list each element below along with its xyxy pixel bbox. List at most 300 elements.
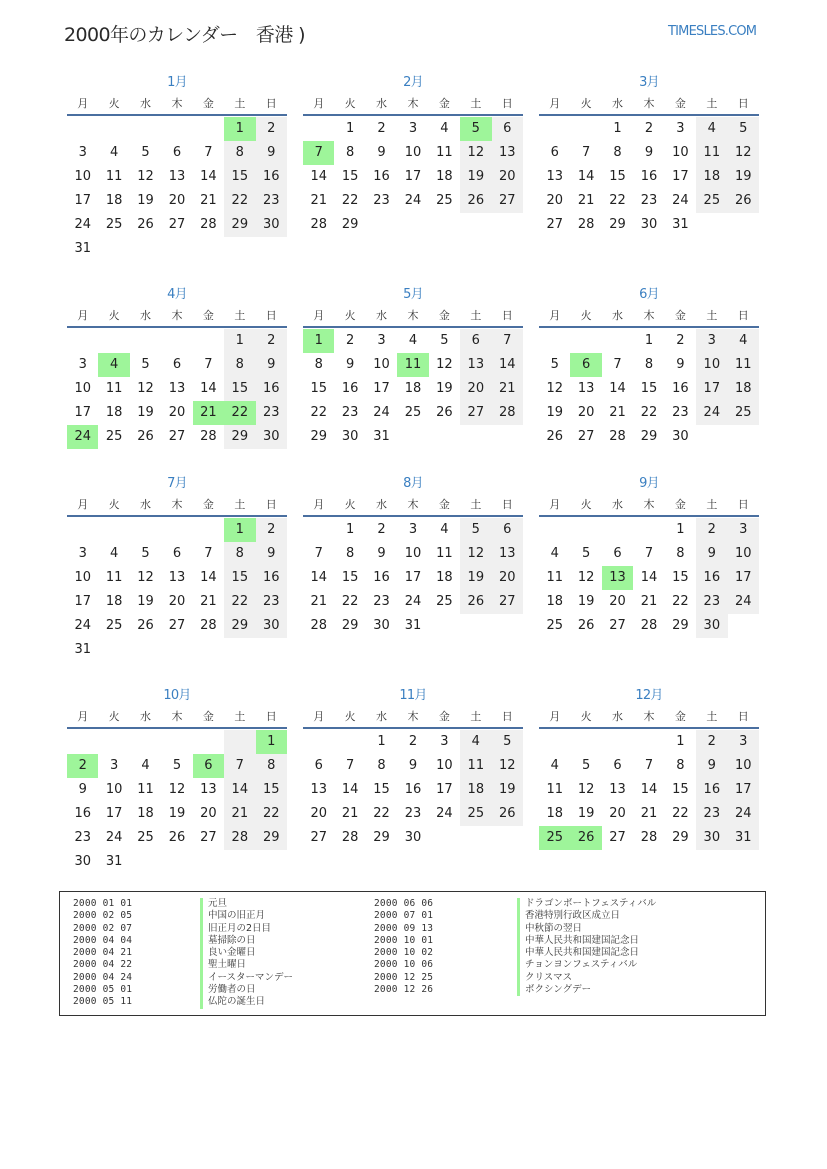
day-cell[interactable]: 26: [546, 429, 563, 444]
day-cell[interactable]: 8: [256, 754, 287, 778]
day-cell[interactable]: 23: [672, 405, 689, 420]
day-cell[interactable]: 7: [613, 357, 622, 372]
day-cell[interactable]: 29: [373, 830, 390, 845]
day-cell[interactable]: 25: [105, 618, 123, 633]
day-cell[interactable]: 28: [200, 217, 217, 232]
day-cell[interactable]: 28: [200, 429, 217, 444]
holiday-day-cell[interactable]: 1: [256, 730, 287, 754]
day-cell[interactable]: 4: [440, 121, 449, 136]
day-cell[interactable]: 31: [404, 618, 422, 633]
day-cell[interactable]: 17: [105, 806, 123, 821]
day-cell[interactable]: 25: [436, 594, 453, 609]
site-brand[interactable]: TIMESLES.COM: [668, 24, 757, 39]
day-cell[interactable]: 31: [105, 854, 123, 869]
day-cell[interactable]: 27: [492, 189, 523, 213]
day-cell[interactable]: 9: [644, 145, 654, 160]
day-cell[interactable]: 9: [256, 141, 287, 165]
day-cell[interactable]: 22: [224, 189, 255, 213]
holiday-day-cell[interactable]: 2: [67, 754, 98, 778]
day-cell[interactable]: 25: [105, 217, 123, 232]
day-cell[interactable]: 21: [609, 405, 626, 420]
day-cell[interactable]: 8: [345, 546, 355, 561]
day-cell[interactable]: 27: [460, 401, 491, 425]
day-cell[interactable]: 5: [581, 546, 591, 561]
day-cell[interactable]: 13: [546, 169, 563, 184]
day-cell[interactable]: 5: [141, 145, 150, 160]
day-cell[interactable]: 30: [256, 425, 287, 449]
day-cell[interactable]: 7: [345, 758, 355, 773]
holiday-day-cell[interactable]: 21: [193, 401, 224, 425]
day-cell[interactable]: 23: [341, 405, 359, 420]
day-cell[interactable]: 18: [546, 594, 563, 609]
day-cell[interactable]: 31: [672, 217, 689, 232]
day-cell[interactable]: 20: [168, 405, 186, 420]
day-cell[interactable]: 23: [373, 193, 390, 208]
day-cell[interactable]: 30: [256, 614, 287, 638]
day-cell[interactable]: 29: [672, 830, 689, 845]
day-cell[interactable]: 11: [105, 570, 123, 585]
day-cell[interactable]: 25: [404, 405, 422, 420]
day-cell[interactable]: 27: [168, 429, 186, 444]
day-cell[interactable]: 7: [581, 145, 591, 160]
day-cell[interactable]: 8: [345, 145, 355, 160]
day-cell[interactable]: 24: [436, 806, 453, 821]
day-cell[interactable]: 14: [310, 570, 327, 585]
day-cell[interactable]: 4: [728, 329, 759, 353]
day-cell[interactable]: 8: [676, 758, 685, 773]
day-cell[interactable]: 14: [609, 381, 626, 396]
day-cell[interactable]: 13: [168, 381, 186, 396]
day-cell[interactable]: 15: [224, 165, 255, 189]
day-cell[interactable]: 10: [74, 570, 91, 585]
day-cell[interactable]: 10: [728, 754, 759, 778]
day-cell[interactable]: 24: [672, 193, 689, 208]
day-cell[interactable]: 12: [137, 570, 154, 585]
day-cell[interactable]: 27: [168, 618, 186, 633]
day-cell[interactable]: 28: [609, 429, 626, 444]
day-cell[interactable]: 21: [341, 806, 359, 821]
day-cell[interactable]: 4: [550, 546, 559, 561]
day-cell[interactable]: 22: [310, 405, 327, 420]
day-cell[interactable]: 9: [676, 357, 685, 372]
day-cell[interactable]: 29: [341, 217, 359, 232]
day-cell[interactable]: 15: [224, 566, 255, 590]
day-cell[interactable]: 9: [408, 758, 418, 773]
day-cell[interactable]: 15: [373, 782, 390, 797]
day-cell[interactable]: 20: [310, 806, 327, 821]
day-cell[interactable]: 15: [256, 778, 287, 802]
day-cell[interactable]: 11: [696, 141, 727, 165]
day-cell[interactable]: 5: [440, 333, 449, 348]
holiday-day-cell[interactable]: 4: [98, 353, 129, 377]
day-cell[interactable]: 1: [345, 121, 355, 136]
day-cell[interactable]: 26: [137, 217, 154, 232]
day-cell[interactable]: 12: [436, 357, 453, 372]
day-cell[interactable]: 19: [137, 193, 154, 208]
day-cell[interactable]: 10: [436, 758, 453, 773]
day-cell[interactable]: 24: [74, 618, 91, 633]
day-cell[interactable]: 22: [341, 594, 359, 609]
day-cell[interactable]: 25: [696, 189, 727, 213]
day-cell[interactable]: 22: [341, 193, 359, 208]
day-cell[interactable]: 30: [373, 618, 390, 633]
day-cell[interactable]: 11: [460, 754, 491, 778]
day-cell[interactable]: 20: [460, 377, 491, 401]
day-cell[interactable]: 9: [696, 754, 727, 778]
day-cell[interactable]: 23: [696, 802, 727, 826]
day-cell[interactable]: 9: [377, 546, 386, 561]
day-cell[interactable]: 27: [577, 429, 595, 444]
day-cell[interactable]: 2: [696, 518, 727, 542]
day-cell[interactable]: 21: [200, 193, 217, 208]
day-cell[interactable]: 11: [137, 782, 154, 797]
day-cell[interactable]: 28: [224, 826, 255, 850]
day-cell[interactable]: 15: [341, 169, 359, 184]
day-cell[interactable]: 12: [546, 381, 563, 396]
day-cell[interactable]: 16: [404, 782, 422, 797]
day-cell[interactable]: 8: [224, 141, 255, 165]
day-cell[interactable]: 13: [492, 542, 523, 566]
day-cell[interactable]: 22: [373, 806, 390, 821]
day-cell[interactable]: 28: [310, 618, 327, 633]
day-cell[interactable]: 15: [672, 782, 689, 797]
day-cell[interactable]: 18: [105, 193, 123, 208]
day-cell[interactable]: 11: [546, 570, 563, 585]
day-cell[interactable]: 6: [172, 145, 182, 160]
day-cell[interactable]: 4: [550, 758, 559, 773]
day-cell[interactable]: 3: [696, 329, 727, 353]
holiday-day-cell[interactable]: 1: [224, 117, 255, 141]
day-cell[interactable]: 16: [373, 169, 390, 184]
day-cell[interactable]: 21: [640, 594, 658, 609]
holiday-day-cell[interactable]: 1: [303, 329, 334, 353]
day-cell[interactable]: 3: [78, 546, 87, 561]
day-cell[interactable]: 6: [172, 546, 182, 561]
day-cell[interactable]: 17: [728, 566, 759, 590]
day-cell[interactable]: 25: [105, 429, 123, 444]
day-cell[interactable]: 24: [728, 590, 759, 614]
day-cell[interactable]: 6: [314, 758, 323, 773]
day-cell[interactable]: 21: [492, 377, 523, 401]
day-cell[interactable]: 4: [408, 333, 418, 348]
day-cell[interactable]: 3: [78, 357, 87, 372]
day-cell[interactable]: 30: [696, 826, 727, 850]
day-cell[interactable]: 14: [200, 169, 217, 184]
day-cell[interactable]: 28: [492, 401, 523, 425]
day-cell[interactable]: 22: [672, 806, 689, 821]
day-cell[interactable]: 22: [672, 594, 689, 609]
day-cell[interactable]: 24: [404, 594, 422, 609]
day-cell[interactable]: 2: [676, 333, 685, 348]
day-cell[interactable]: 28: [341, 830, 359, 845]
day-cell[interactable]: 21: [640, 806, 658, 821]
day-cell[interactable]: 26: [168, 830, 186, 845]
day-cell[interactable]: 27: [310, 830, 327, 845]
day-cell[interactable]: 5: [492, 730, 523, 754]
day-cell[interactable]: 4: [440, 522, 449, 537]
day-cell[interactable]: 3: [377, 333, 386, 348]
day-cell[interactable]: 18: [105, 405, 123, 420]
day-cell[interactable]: 28: [200, 618, 217, 633]
day-cell[interactable]: 18: [546, 806, 563, 821]
day-cell[interactable]: 10: [74, 381, 91, 396]
day-cell[interactable]: 10: [696, 353, 727, 377]
day-cell[interactable]: 14: [492, 353, 523, 377]
day-cell[interactable]: 12: [577, 570, 595, 585]
day-cell[interactable]: 14: [200, 570, 217, 585]
day-cell[interactable]: 6: [492, 117, 523, 141]
day-cell[interactable]: 9: [345, 357, 355, 372]
day-cell[interactable]: 21: [224, 802, 255, 826]
day-cell[interactable]: 27: [492, 590, 523, 614]
day-cell[interactable]: 13: [460, 353, 491, 377]
day-cell[interactable]: 2: [408, 734, 418, 749]
day-cell[interactable]: 4: [109, 546, 119, 561]
holiday-day-cell[interactable]: 7: [303, 141, 334, 165]
day-cell[interactable]: 13: [577, 381, 595, 396]
day-cell[interactable]: 17: [436, 782, 453, 797]
day-cell[interactable]: 16: [696, 778, 727, 802]
day-cell[interactable]: 9: [377, 145, 386, 160]
day-cell[interactable]: 1: [644, 333, 654, 348]
day-cell[interactable]: 29: [224, 425, 255, 449]
day-cell[interactable]: 8: [676, 546, 685, 561]
day-cell[interactable]: 1: [345, 522, 355, 537]
day-cell[interactable]: 28: [310, 217, 327, 232]
day-cell[interactable]: 19: [577, 594, 595, 609]
day-cell[interactable]: 2: [377, 121, 386, 136]
day-cell[interactable]: 6: [460, 329, 491, 353]
day-cell[interactable]: 16: [256, 566, 287, 590]
day-cell[interactable]: 7: [204, 546, 213, 561]
day-cell[interactable]: 3: [728, 518, 759, 542]
day-cell[interactable]: 17: [696, 377, 727, 401]
day-cell[interactable]: 12: [168, 782, 186, 797]
day-cell[interactable]: 5: [141, 357, 150, 372]
day-cell[interactable]: 17: [728, 778, 759, 802]
holiday-day-cell[interactable]: 1: [224, 518, 255, 542]
day-cell[interactable]: 1: [224, 329, 255, 353]
day-cell[interactable]: 30: [74, 854, 91, 869]
day-cell[interactable]: 1: [676, 522, 685, 537]
day-cell[interactable]: 30: [256, 213, 287, 237]
day-cell[interactable]: 19: [436, 381, 453, 396]
day-cell[interactable]: 15: [224, 377, 255, 401]
day-cell[interactable]: 26: [577, 618, 595, 633]
day-cell[interactable]: 25: [460, 802, 491, 826]
holiday-day-cell[interactable]: 6: [193, 754, 224, 778]
day-cell[interactable]: 30: [341, 429, 359, 444]
day-cell[interactable]: 7: [644, 546, 654, 561]
day-cell[interactable]: 24: [728, 802, 759, 826]
day-cell[interactable]: 30: [672, 429, 689, 444]
day-cell[interactable]: 2: [256, 117, 287, 141]
day-cell[interactable]: 2: [696, 730, 727, 754]
day-cell[interactable]: 11: [105, 169, 123, 184]
day-cell[interactable]: 20: [546, 193, 563, 208]
day-cell[interactable]: 16: [256, 165, 287, 189]
day-cell[interactable]: 19: [460, 566, 491, 590]
day-cell[interactable]: 9: [78, 782, 87, 797]
day-cell[interactable]: 16: [640, 169, 658, 184]
day-cell[interactable]: 20: [492, 566, 523, 590]
day-cell[interactable]: 29: [224, 213, 255, 237]
day-cell[interactable]: 18: [436, 169, 453, 184]
day-cell[interactable]: 20: [609, 594, 626, 609]
day-cell[interactable]: 28: [577, 217, 595, 232]
day-cell[interactable]: 19: [546, 405, 563, 420]
day-cell[interactable]: 22: [640, 405, 658, 420]
day-cell[interactable]: 4: [696, 117, 727, 141]
day-cell[interactable]: 4: [109, 145, 119, 160]
day-cell[interactable]: 28: [640, 830, 658, 845]
day-cell[interactable]: 6: [550, 145, 559, 160]
day-cell[interactable]: 12: [728, 141, 759, 165]
day-cell[interactable]: 14: [640, 570, 658, 585]
day-cell[interactable]: 24: [696, 401, 727, 425]
day-cell[interactable]: 10: [404, 546, 422, 561]
day-cell[interactable]: 6: [613, 758, 622, 773]
day-cell[interactable]: 15: [640, 381, 658, 396]
day-cell[interactable]: 8: [224, 353, 255, 377]
day-cell[interactable]: 16: [672, 381, 689, 396]
holiday-day-cell[interactable]: 26: [570, 826, 601, 850]
day-cell[interactable]: 9: [696, 542, 727, 566]
day-cell[interactable]: 11: [105, 381, 123, 396]
day-cell[interactable]: 29: [341, 618, 359, 633]
day-cell[interactable]: 20: [577, 405, 595, 420]
day-cell[interactable]: 12: [492, 754, 523, 778]
day-cell[interactable]: 31: [74, 241, 91, 256]
day-cell[interactable]: 31: [373, 429, 390, 444]
day-cell[interactable]: 7: [204, 357, 213, 372]
day-cell[interactable]: 10: [404, 145, 422, 160]
day-cell[interactable]: 16: [256, 377, 287, 401]
day-cell[interactable]: 4: [460, 730, 491, 754]
day-cell[interactable]: 23: [404, 806, 422, 821]
day-cell[interactable]: 22: [256, 802, 287, 826]
day-cell[interactable]: 9: [256, 353, 287, 377]
day-cell[interactable]: 10: [373, 357, 390, 372]
day-cell[interactable]: 29: [640, 429, 658, 444]
day-cell[interactable]: 24: [105, 830, 123, 845]
day-cell[interactable]: 16: [373, 570, 390, 585]
day-cell[interactable]: 12: [460, 542, 491, 566]
day-cell[interactable]: 10: [105, 782, 123, 797]
day-cell[interactable]: 16: [696, 566, 727, 590]
day-cell[interactable]: 7: [314, 546, 323, 561]
day-cell[interactable]: 7: [204, 145, 213, 160]
day-cell[interactable]: 2: [377, 522, 386, 537]
day-cell[interactable]: 3: [408, 121, 418, 136]
holiday-day-cell[interactable]: 25: [539, 826, 570, 850]
day-cell[interactable]: 1: [377, 734, 386, 749]
day-cell[interactable]: 27: [168, 217, 186, 232]
day-cell[interactable]: 8: [224, 542, 255, 566]
day-cell[interactable]: 20: [609, 806, 626, 821]
day-cell[interactable]: 21: [310, 594, 327, 609]
day-cell[interactable]: 25: [436, 193, 453, 208]
day-cell[interactable]: 5: [141, 546, 150, 561]
day-cell[interactable]: 10: [728, 542, 759, 566]
day-cell[interactable]: 23: [696, 590, 727, 614]
day-cell[interactable]: 3: [676, 121, 685, 136]
day-cell[interactable]: 18: [105, 594, 123, 609]
day-cell[interactable]: 19: [728, 165, 759, 189]
day-cell[interactable]: 25: [137, 830, 154, 845]
day-cell[interactable]: 15: [609, 169, 626, 184]
day-cell[interactable]: 22: [609, 193, 626, 208]
day-cell[interactable]: 26: [492, 802, 523, 826]
day-cell[interactable]: 21: [310, 193, 327, 208]
day-cell[interactable]: 13: [492, 141, 523, 165]
day-cell[interactable]: 26: [137, 618, 154, 633]
day-cell[interactable]: 6: [492, 518, 523, 542]
day-cell[interactable]: 26: [460, 189, 491, 213]
day-cell[interactable]: 7: [644, 758, 654, 773]
day-cell[interactable]: 24: [74, 217, 91, 232]
day-cell[interactable]: 19: [577, 806, 595, 821]
day-cell[interactable]: 8: [613, 145, 622, 160]
day-cell[interactable]: 29: [256, 826, 287, 850]
day-cell[interactable]: 14: [640, 782, 658, 797]
day-cell[interactable]: 19: [460, 165, 491, 189]
day-cell[interactable]: 31: [74, 642, 91, 657]
day-cell[interactable]: 26: [436, 405, 453, 420]
day-cell[interactable]: 13: [310, 782, 327, 797]
day-cell[interactable]: 9: [256, 542, 287, 566]
day-cell[interactable]: 23: [373, 594, 390, 609]
day-cell[interactable]: 12: [137, 169, 154, 184]
day-cell[interactable]: 17: [373, 381, 390, 396]
day-cell[interactable]: 3: [440, 734, 449, 749]
day-cell[interactable]: 23: [256, 590, 287, 614]
day-cell[interactable]: 29: [224, 614, 255, 638]
day-cell[interactable]: 14: [224, 778, 255, 802]
day-cell[interactable]: 14: [577, 169, 595, 184]
day-cell[interactable]: 20: [168, 594, 186, 609]
day-cell[interactable]: 30: [640, 217, 658, 232]
day-cell[interactable]: 12: [460, 141, 491, 165]
day-cell[interactable]: 2: [256, 518, 287, 542]
day-cell[interactable]: 23: [74, 830, 91, 845]
day-cell[interactable]: 20: [200, 806, 217, 821]
day-cell[interactable]: 12: [137, 381, 154, 396]
day-cell[interactable]: 18: [696, 165, 727, 189]
day-cell[interactable]: 28: [640, 618, 658, 633]
day-cell[interactable]: 30: [404, 830, 422, 845]
day-cell[interactable]: 11: [436, 145, 453, 160]
day-cell[interactable]: 3: [408, 522, 418, 537]
day-cell[interactable]: 10: [672, 145, 689, 160]
day-cell[interactable]: 19: [168, 806, 186, 821]
holiday-day-cell[interactable]: 11: [397, 353, 428, 377]
day-cell[interactable]: 3: [728, 730, 759, 754]
day-cell[interactable]: 12: [577, 782, 595, 797]
day-cell[interactable]: 11: [728, 353, 759, 377]
day-cell[interactable]: 11: [436, 546, 453, 561]
holiday-day-cell[interactable]: 24: [67, 425, 98, 449]
day-cell[interactable]: 31: [728, 826, 759, 850]
day-cell[interactable]: 17: [672, 169, 689, 184]
day-cell[interactable]: 2: [256, 329, 287, 353]
day-cell[interactable]: 1: [676, 734, 685, 749]
day-cell[interactable]: 14: [341, 782, 359, 797]
day-cell[interactable]: 6: [613, 546, 622, 561]
day-cell[interactable]: 17: [74, 594, 91, 609]
day-cell[interactable]: 13: [200, 782, 217, 797]
day-cell[interactable]: 23: [256, 401, 287, 425]
